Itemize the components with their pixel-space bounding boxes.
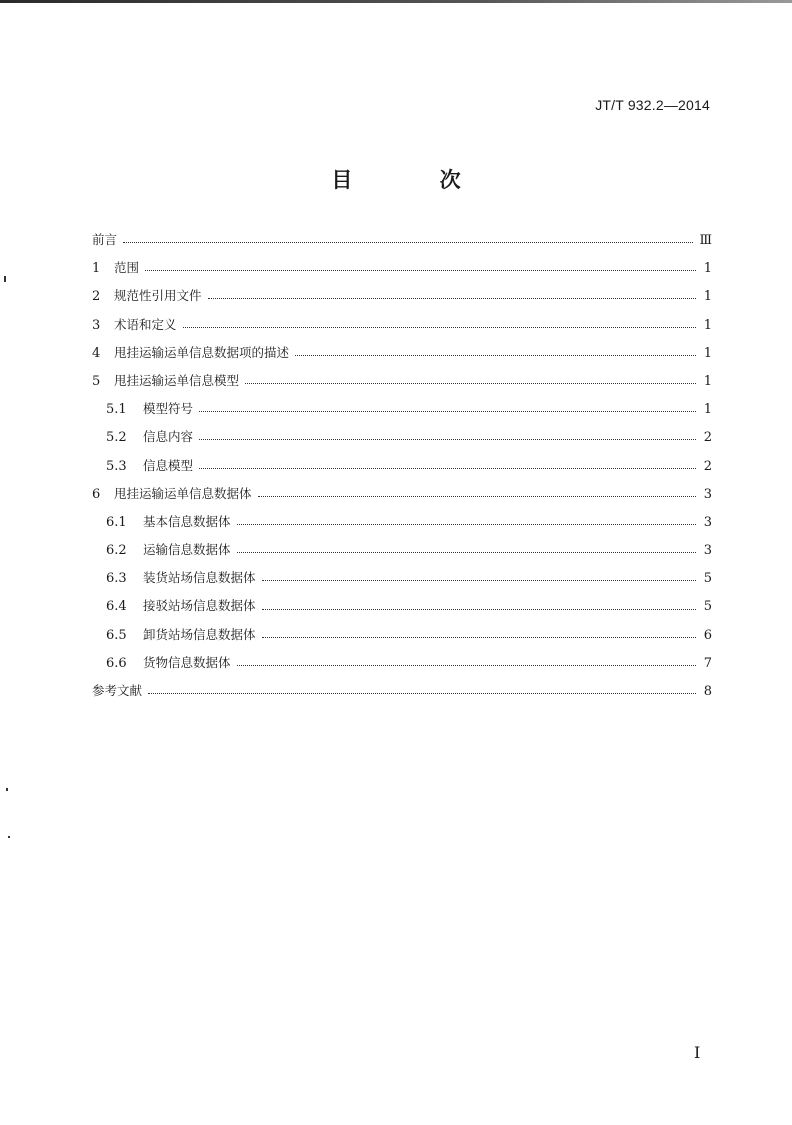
toc-entry-page: 1 [703, 402, 712, 418]
toc-dot-leader [123, 241, 693, 243]
toc-entry-title: 甩挂运输运单信息数据项的描述 [114, 344, 290, 360]
toc-entry-page: 5 [703, 571, 712, 587]
toc-entry-number: 5 [92, 373, 101, 389]
toc-dot-leader [237, 551, 696, 553]
toc-entry-page: 1 [703, 289, 712, 305]
toc-entry-number: 5.3 [106, 458, 127, 474]
toc-entry-page: 1 [703, 345, 712, 361]
toc-entry-number: 6.2 [106, 543, 127, 559]
toc-entry-number: 5.1 [106, 402, 127, 418]
toc-entry-title: 装货站场信息数据体 [143, 570, 256, 586]
toc-entry-page: 1 [703, 373, 712, 389]
toc-dot-leader [262, 636, 696, 638]
toc-entry-page: 2 [703, 430, 712, 446]
toc-entry-title: 模型符号 [143, 401, 194, 417]
toc-dot-leader [295, 354, 696, 356]
toc-entry-number: 3 [92, 317, 101, 333]
toc-dot-leader [208, 297, 696, 299]
toc-entry-title: 卸货站场信息数据体 [143, 626, 256, 642]
toc-entry-number: 1 [92, 261, 101, 277]
toc-entry-page: 7 [703, 655, 712, 671]
toc-dot-leader [262, 608, 696, 610]
toc-entry[interactable] [92, 536, 712, 564]
toc-entry[interactable] [92, 226, 712, 254]
toc-entry[interactable] [92, 254, 712, 282]
scan-speck [4, 276, 6, 282]
toc-entry[interactable] [92, 621, 712, 649]
toc-entry-page: Ⅲ [699, 233, 712, 248]
standard-code: JT/T 932.2—2014 [595, 97, 710, 113]
table-of-contents [92, 226, 712, 705]
toc-entry[interactable] [92, 677, 712, 705]
toc-dot-leader [199, 467, 696, 469]
toc-entry[interactable] [92, 395, 712, 423]
toc-entry-number: 2 [92, 289, 101, 305]
toc-entry-page: 2 [703, 458, 712, 474]
toc-entry-page: 5 [703, 599, 712, 615]
toc-entry-number: 6 [92, 486, 101, 502]
toc-entry-page: 1 [703, 261, 712, 277]
toc-entry-number: 5.2 [106, 430, 127, 446]
toc-entry-number: 4 [92, 345, 101, 361]
page-number: I [694, 1043, 701, 1062]
toc-entry-number: 6.5 [106, 627, 127, 643]
toc-entry-page: 1 [703, 317, 712, 333]
toc-entry-title: 货物信息数据体 [143, 654, 231, 670]
scan-speck [8, 836, 10, 838]
toc-entry[interactable] [92, 423, 712, 451]
toc-entry-page: 6 [703, 627, 712, 643]
toc-dot-leader [199, 438, 696, 440]
toc-entry-number: 6.4 [106, 599, 127, 615]
toc-dot-leader [148, 692, 696, 694]
toc-entry-title: 范围 [114, 260, 140, 276]
toc-dot-leader [237, 523, 696, 525]
toc-entry-title: 前言 [92, 232, 118, 247]
toc-entry-number: 6.3 [106, 571, 127, 587]
toc-entry-title: 甩挂运输运单信息模型 [114, 372, 240, 388]
toc-entry[interactable] [92, 480, 712, 508]
toc-entry-title: 术语和定义 [114, 316, 177, 332]
toc-dot-leader [199, 410, 696, 412]
toc-entry-title: 基本信息数据体 [143, 513, 231, 529]
toc-entry-number: 6.1 [106, 514, 127, 530]
toc-entry-number: 6.6 [106, 655, 127, 671]
toc-dot-leader [245, 382, 696, 384]
toc-entry[interactable] [92, 339, 712, 367]
toc-entry-title: 接驳站场信息数据体 [143, 598, 256, 614]
scan-top-edge [0, 0, 792, 3]
toc-entry[interactable] [92, 282, 712, 310]
page-title: 目 次 [331, 168, 501, 192]
toc-dot-leader [145, 269, 696, 271]
toc-entry[interactable] [92, 367, 712, 395]
toc-entry-title: 信息模型 [143, 457, 194, 473]
toc-entry-page: 3 [703, 543, 712, 559]
toc-entry-page: 8 [703, 684, 712, 699]
toc-entry[interactable] [92, 311, 712, 339]
toc-entry[interactable] [92, 649, 712, 677]
toc-entry-page: 3 [703, 486, 712, 502]
toc-entry-title: 甩挂运输运单信息数据体 [114, 485, 252, 501]
toc-entry[interactable] [92, 452, 712, 480]
toc-entry-title: 运输信息数据体 [143, 542, 231, 558]
toc-dot-leader [237, 664, 696, 666]
toc-entry-title: 信息内容 [143, 429, 194, 445]
toc-dot-leader [183, 326, 696, 328]
toc-entry[interactable] [92, 508, 712, 536]
toc-entry[interactable] [92, 592, 712, 620]
toc-entry-title: 规范性引用文件 [114, 288, 202, 304]
scan-speck [6, 788, 8, 791]
toc-dot-leader [262, 579, 696, 581]
toc-entry-title: 参考文献 [92, 683, 143, 698]
toc-dot-leader [258, 495, 696, 497]
toc-entry[interactable] [92, 564, 712, 592]
toc-entry-page: 3 [703, 514, 712, 530]
